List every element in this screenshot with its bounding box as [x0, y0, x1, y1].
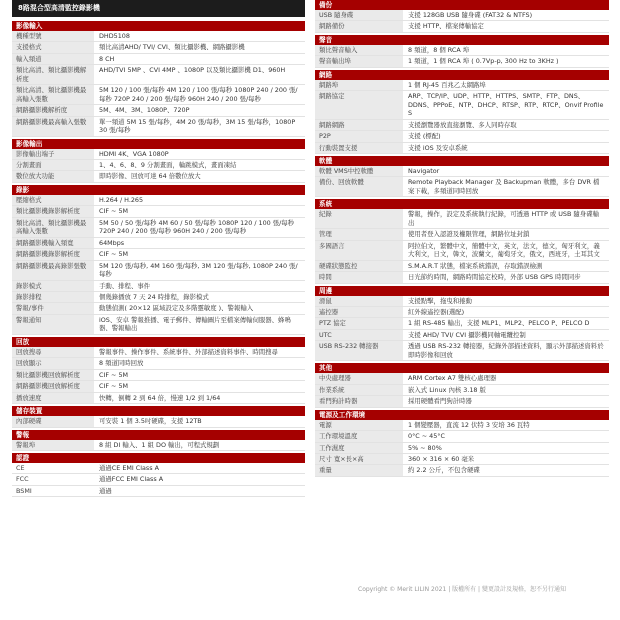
spec-value: 可安裝 1 個 3.5吋硬碟，支援 12TB	[99, 417, 202, 426]
spec-row	[12, 149, 305, 160]
spec-label: 時間	[315, 272, 403, 282]
spec-label: 壓縮格式	[12, 195, 94, 205]
spec-label: 備份、回放軟體	[315, 177, 403, 196]
spec-row	[315, 465, 609, 476]
spec-label: 滑鼠	[315, 296, 403, 306]
spec-label: 硬碟狀態監控	[315, 261, 403, 271]
spec-value: 5M 120 / 100 張/每秒 4M 120 / 100 張/每秒 1080P 240 / 200 張/每秒 720P 240 / 200 張/每秒 960H 240 / 200 張/每秒	[99, 86, 298, 103]
spec-label: 網路攝影機回放解析度	[12, 381, 94, 391]
spec-value: 5M 120 張/每秒, 4M 160 張/每秒, 3M 120 張/每秒, 1080P 240 張/每秒	[99, 261, 298, 279]
spec-label: 警報/事件	[12, 303, 94, 313]
spec-value: 日光節約時間，網路時間協定校時，外部 USB GPS 時間同步	[408, 273, 581, 282]
spec-value: 8 頻道同時回放	[99, 359, 144, 368]
spec-value: 支援 (標配)	[408, 132, 441, 141]
spec-value: 5M 50 / 50 張/每秒 4M 60 / 50 張/每秒 1080P 120 / 100 張/每秒 720P 240 / 200 張/每秒 960H 240 / 200 張/每秒	[99, 218, 295, 236]
spec-label: 分割畫面	[12, 160, 94, 170]
spec-row	[12, 238, 305, 249]
spec-value: 支援 HTTP、檔案傳輸協定	[408, 22, 484, 31]
section-header: 電源及工作環境	[315, 410, 609, 420]
spec-value: 支援 128GB USB 隨身碟 (FAT32 & NTFS)	[408, 11, 533, 19]
spec-value: 1 個變壓器，直流 12 伏特 3 安培 36 瓦特	[408, 420, 530, 429]
spec-value: Navigator	[408, 166, 440, 175]
spec-value: 1 組 RS-485 輸出，支援 MLP1、MLP2、PELCO P、PELCO D	[408, 319, 590, 328]
spec-label: 紀錄	[315, 209, 403, 228]
spec-label: 尺寸 寬×長×高	[315, 454, 403, 464]
spec-row	[12, 416, 305, 427]
spec-row	[12, 315, 305, 335]
spec-value: 手動、排程、事件	[99, 281, 151, 290]
spec-label: 軟體 VMS中控軟體	[315, 166, 403, 176]
spec-value: 通過CE EMI Class A	[99, 463, 159, 472]
spec-row	[315, 443, 609, 454]
section-header: 認證	[12, 453, 305, 463]
spec-row	[315, 209, 609, 229]
spec-value: 支援瀏覽器放直接瀏覽、多人同時存取	[408, 120, 517, 129]
spec-value: CIF ~ 5M	[99, 250, 129, 259]
spec-row	[315, 330, 609, 341]
left-sections	[12, 21, 305, 497]
spec-value: iOS、安卓 警報推播、電子郵件、傳輸圖片至檔案傳輸伺服器、蜂鳴器、警報輸出	[99, 315, 291, 333]
spec-value: 通過FCC EMI Class A	[99, 475, 164, 484]
spec-label: 看門狗計時器	[315, 396, 403, 406]
spec-row	[315, 396, 609, 407]
spec-label: 播放速度	[12, 393, 94, 403]
section-header: 網路	[315, 70, 609, 80]
spec-label: 類比攝影機回放解析度	[12, 370, 94, 380]
spec-label: CE	[12, 463, 94, 473]
spec-row	[315, 166, 609, 177]
section-header: 軟體	[315, 156, 609, 166]
spec-row	[315, 341, 609, 361]
spec-label: BSMI	[12, 486, 94, 496]
spec-value: 1 頻道，1 個 RCA 埠 ( 0.7Vp-p, 300 Hz to 3KHz )	[408, 57, 559, 66]
spec-row	[12, 206, 305, 217]
spec-value: 紅外線遙控器(選配)	[408, 307, 465, 316]
spec-row	[12, 347, 305, 358]
spec-section	[315, 70, 609, 154]
spec-row	[315, 272, 609, 283]
spec-value: 0°C ~ 45°C	[408, 432, 445, 441]
spec-value: DHD5108	[99, 32, 130, 40]
section-header: 警報	[12, 430, 305, 440]
spec-value: 快轉，倒轉 2 到 64 倍，慢速 1/2 到 1/64	[99, 393, 221, 402]
spec-section	[315, 156, 609, 197]
spec-row	[12, 171, 305, 182]
spec-row	[12, 463, 305, 474]
spec-row	[315, 261, 609, 272]
spec-row	[315, 45, 609, 56]
spec-label: 網路攝影機錄影解析度	[12, 249, 94, 259]
spec-label: 警報通知	[12, 315, 94, 334]
spec-label: 輸入頻道	[12, 54, 94, 64]
spec-label: USB 隨身碟	[315, 10, 403, 20]
spec-row	[315, 10, 609, 21]
spec-value: CIF ~ 5M	[99, 370, 129, 379]
spec-value: 警報事件、操作事件、系統事件、外部描述資料事件、時間搜尋	[99, 347, 278, 356]
spec-value: 單一頻道 5M 15 張/每秒，4M 20 張/每秒，3M 15 張/每秒，1080P 30 張/每秒	[99, 117, 296, 135]
spec-row	[12, 440, 305, 451]
spec-row	[12, 195, 305, 206]
spec-section	[315, 35, 609, 68]
spec-label: 工作環境溫度	[315, 431, 403, 441]
spec-row	[315, 80, 609, 91]
spec-row	[315, 229, 609, 240]
spec-row	[12, 218, 305, 238]
section-header: 系統	[315, 199, 609, 209]
spec-section	[12, 430, 305, 451]
spec-row	[315, 177, 609, 197]
spec-row	[315, 307, 609, 318]
spec-label: 錄影排程	[12, 292, 94, 302]
spec-value: Remote Playback Manager 及 Backupman 軟體，多台 DVR 檔案下載，多頻道同時回放	[408, 178, 600, 195]
spec-section	[315, 286, 609, 362]
page-title: 8路混合型高清監控錄影機	[12, 0, 305, 17]
spec-label: USB RS-232 轉接器	[315, 341, 403, 360]
spec-row	[12, 54, 305, 65]
spec-row	[12, 474, 305, 485]
spec-section	[315, 363, 609, 407]
spec-label: 遙控器	[315, 307, 403, 317]
spec-label: 作業系統	[315, 385, 403, 395]
spec-value: ARM Cortex A7 雙核心處理器	[408, 374, 497, 383]
spec-row	[12, 370, 305, 381]
spec-row	[315, 296, 609, 307]
section-header: 儲存裝置	[12, 406, 305, 416]
spec-label: 類比聲音輸入	[315, 45, 403, 55]
spec-section	[315, 199, 609, 283]
spec-label: 工作濕度	[315, 443, 403, 453]
spec-label: 警報埠	[12, 440, 94, 450]
spec-value: 8 頻道，8 個 RCA 埠	[408, 45, 470, 54]
spec-row	[315, 318, 609, 329]
spec-label: 網路攝影機最高輸入張數	[12, 117, 94, 136]
spec-label: 內部硬碟	[12, 416, 94, 426]
spec-label: UTC	[315, 330, 403, 340]
spec-label: 類比高清、類比攝影機最高輸入張數	[12, 218, 94, 237]
spec-section	[12, 185, 305, 335]
spec-value: 360 × 316 × 60 毫米	[408, 454, 475, 463]
spec-row	[315, 91, 609, 119]
section-header: 聲音	[315, 35, 609, 45]
spec-value: 8 CH	[99, 54, 115, 63]
spec-value: ARP、TCP/IP、UDP、HTTP、HTTPS、SMTP、FTP、DNS、DDNS、PPPoE、NTP、DHCP、RTSP、RTP、RTCP、Onvif Profile S	[408, 92, 604, 118]
spec-row	[315, 241, 609, 261]
spec-row	[315, 56, 609, 67]
spec-label: 網路攝影機輸入頻寬	[12, 238, 94, 248]
spec-label: 影像輸出端子	[12, 149, 94, 159]
spec-value: 約 2.2 公斤，不包含硬碟	[408, 466, 480, 475]
spec-section	[12, 139, 305, 183]
spec-section	[315, 0, 609, 33]
spec-row	[12, 105, 305, 116]
spec-label: 回放搜尋	[12, 347, 94, 357]
spec-value: 1、4、6、8、9 分割畫面，輪跳模式，畫面凍結	[99, 160, 237, 169]
section-header: 周邊	[315, 286, 609, 296]
spec-row	[12, 85, 305, 105]
spec-row	[315, 385, 609, 396]
spec-row	[12, 292, 305, 303]
spec-label: PTZ 協定	[315, 318, 403, 328]
right-column	[315, 0, 609, 479]
spec-label: P2P	[315, 131, 403, 141]
section-header: 錄影	[12, 185, 305, 195]
spec-label: 機種型號	[12, 31, 94, 41]
section-header: 影像輸出	[12, 139, 305, 149]
spec-value: 個幾錄播放 7 天 24 時排程，錄影模式	[99, 292, 209, 301]
spec-row	[12, 31, 305, 42]
section-header: 影像輸入	[12, 21, 305, 31]
spec-value: 透過 USB RS-232 轉接器，紀錄外部描述資料，顯示外部描述資料於即時影像和回放	[408, 342, 604, 359]
spec-label: 網路攝影機解析度	[12, 105, 94, 115]
left-column	[12, 0, 305, 499]
spec-value: 5M、4M、3M、1080P、720P	[99, 106, 190, 115]
spec-section	[315, 410, 609, 477]
spec-row	[315, 373, 609, 384]
spec-row	[315, 454, 609, 465]
spec-section	[12, 406, 305, 427]
spec-value: 即時影像、回放可達 64 倍數位放大	[99, 172, 201, 181]
section-header: 回放	[12, 337, 305, 347]
spec-label: 錄影模式	[12, 281, 94, 291]
spec-row	[12, 160, 305, 171]
spec-label: 網路協定	[315, 91, 403, 118]
spec-row	[315, 143, 609, 154]
section-header: 其他	[315, 363, 609, 373]
spec-value: 64Mbps	[99, 238, 125, 247]
spec-value: 8 組 DI 輸入、1 組 DO 輸出，可程式規劃	[99, 440, 220, 449]
spec-label: 聲音輸出埠	[315, 56, 403, 66]
spec-label: 類比高清、類比攝影機最高輸入張數	[12, 85, 94, 104]
spec-row	[12, 358, 305, 369]
spec-value: CIF ~ 5M	[99, 207, 129, 216]
spec-row	[12, 486, 305, 497]
spec-value: 支援 iOS 及安卓系統	[408, 143, 468, 152]
spec-section	[12, 21, 305, 137]
spec-value: H.264 / H.265	[99, 195, 144, 204]
spec-label: 電源	[315, 420, 403, 430]
spec-row	[12, 249, 305, 260]
spec-row	[12, 393, 305, 404]
spec-label: 網路埠	[315, 80, 403, 90]
spec-label: 中央處理器	[315, 373, 403, 383]
spec-value: 動態偵測( 20×12 區域設定及多階靈敏度 )、警報輸入	[99, 304, 254, 313]
spec-label: FCC	[12, 474, 94, 484]
spec-section	[12, 453, 305, 497]
copyright-text: Copyright © Merit LILIN 2021 | 版權所有 | 變更設計及規格，恕不另行通知	[358, 586, 566, 593]
spec-label: 回放顯示	[12, 358, 94, 368]
spec-row	[12, 281, 305, 292]
spec-value: S.M.A.R.T 狀態，檔案系統錯誤，存取錯誤檢測	[408, 261, 543, 270]
spec-row	[315, 420, 609, 431]
spec-section	[12, 337, 305, 404]
spec-value: 阿拉伯文，繁體中文，簡體中文，英文，法文，德文，匈牙利文，義大利文，日文，韓文，波蘭文，葡萄牙文，俄文，西班牙，土耳其文	[408, 241, 600, 259]
spec-label: 支援格式	[12, 42, 94, 52]
spec-label: 多國語言	[315, 241, 403, 260]
spec-row	[315, 120, 609, 131]
spec-label: 數位放大功能	[12, 171, 94, 181]
spec-value: 通過	[99, 486, 112, 495]
spec-row	[12, 65, 305, 85]
spec-value: 使用者登入認證及權限管理，網路位址封鎖	[408, 230, 530, 239]
spec-label: 行動裝置支援	[315, 143, 403, 153]
spec-label: 管理	[315, 229, 403, 239]
spec-row	[315, 431, 609, 442]
spec-row	[12, 303, 305, 314]
spec-value: 1 個 RJ-45 百兆乙太網路埠	[408, 80, 486, 89]
spec-row	[12, 42, 305, 53]
spec-value: 頻比高清AHD/ TVI/ CVI、類比攝影機、網路攝影機	[99, 43, 245, 52]
spec-row	[315, 21, 609, 32]
spec-label: 網路網路	[315, 120, 403, 130]
spec-value: AHD/TVI 5MP 、CVI 4MP 、1080P 以及類比攝影機 D1、960H	[99, 66, 286, 75]
spec-row	[12, 117, 305, 137]
section-header: 備份	[315, 0, 609, 10]
spec-value: HDMI 4K、VGA 1080P	[99, 149, 169, 158]
spec-value: 5% ~ 80%	[408, 443, 442, 452]
spec-value: 採用硬體看門狗計時器	[408, 397, 472, 406]
right-sections	[315, 0, 609, 477]
spec-value: CIF ~ 5M	[99, 382, 129, 391]
spec-row	[12, 381, 305, 392]
spec-value: 警報，操作，設定及系統執行紀錄，可透過 HTTP 或 USB 隨身碟輸出	[408, 210, 599, 227]
spec-value: 支援點擊，拖曳和捲動	[408, 296, 472, 305]
spec-label: 網路備份	[315, 21, 403, 31]
spec-label: 類比高清、類比攝影機解析度	[12, 65, 94, 84]
spec-row	[315, 131, 609, 142]
spec-label: 重量	[315, 465, 403, 475]
spec-row	[12, 261, 305, 281]
spec-label: 類比攝影機錄影解析度	[12, 206, 94, 216]
spec-value: 支援 AHD/ TVI/ CVI 攝影機同軸電纜控制	[408, 330, 526, 339]
spec-value: 嵌入式 Linux 內核 3.18 版	[408, 385, 486, 394]
spec-label: 網路攝影機最高錄影張數	[12, 261, 94, 280]
